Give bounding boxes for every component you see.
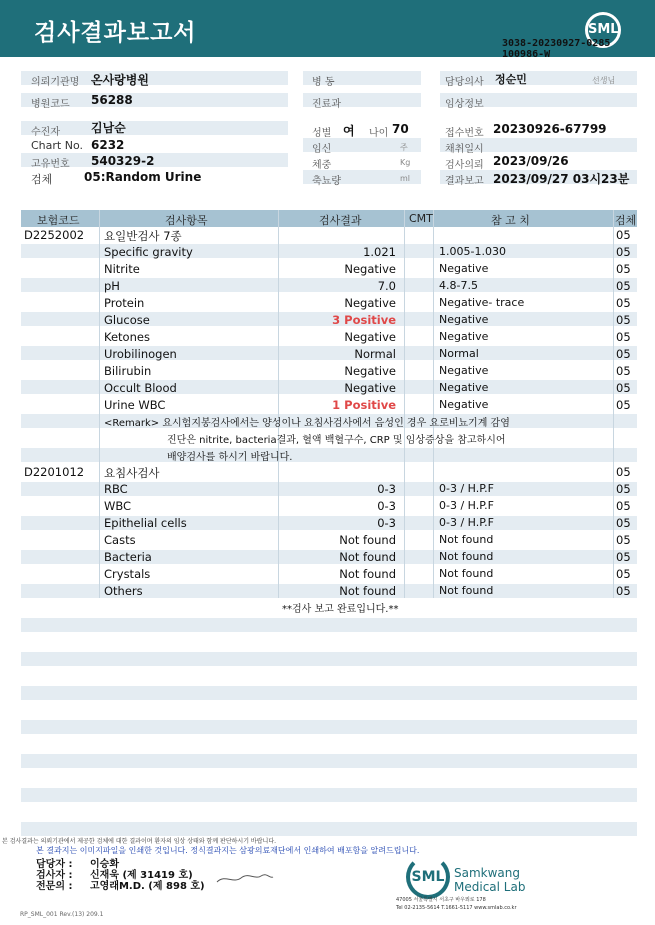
test-result: 1 Positive — [332, 398, 396, 412]
age-label: 나이 — [369, 128, 389, 139]
doctor-suffix: 선생님 — [592, 76, 616, 85]
test-name: Epithelial cells — [104, 516, 187, 530]
specimen-code: 05 — [616, 330, 631, 344]
test-result: 1.021 — [363, 245, 396, 259]
column-divider — [433, 210, 434, 598]
test-name: Casts — [104, 533, 136, 547]
specimen-code: 05 — [616, 262, 631, 276]
table-header — [21, 210, 637, 227]
reference-range: Normal — [439, 347, 479, 360]
request-label: 검사의뢰 — [445, 160, 484, 171]
test-result: Negative — [344, 296, 396, 310]
row-band — [21, 686, 637, 700]
age-value: 70 — [392, 122, 409, 136]
reference-range: 0-3 / H.P.F — [439, 516, 494, 529]
test-name: WBC — [104, 499, 132, 513]
specimen-code: 05 — [616, 550, 631, 564]
specimen-code: 05 — [616, 584, 631, 598]
reference-range: Negative — [439, 330, 489, 343]
company-phone: Tel 02-2135-5614 T.1661-5117 www.smlab.co.kr — [396, 905, 517, 911]
column-divider — [613, 210, 614, 598]
urine-unit: ml — [400, 174, 411, 183]
test-result: Normal — [354, 347, 396, 361]
specimen-code: 05 — [616, 313, 631, 327]
group1-code: D2252002 — [24, 228, 85, 242]
specimen-code: 05 — [616, 347, 631, 361]
test-name: Bacteria — [104, 550, 152, 564]
examiner-value: 신재욱 (제 31419 호) — [90, 870, 193, 881]
weight-label: 체중 — [312, 160, 332, 171]
column-divider — [404, 210, 405, 598]
specialist-value: 고영래M.D. (제 898 호) — [90, 881, 205, 892]
receipt-label: 접수번호 — [445, 128, 484, 139]
reference-range: Negative — [439, 381, 489, 394]
group1-name: 요일반검사 7종 — [104, 229, 182, 243]
specimen-code: 05 — [616, 482, 631, 496]
clinical-label: 임상정보 — [445, 99, 484, 110]
test-result: 7.0 — [377, 279, 396, 293]
collect-label: 채취일시 — [445, 144, 484, 155]
test-name: Bilirubin — [104, 364, 152, 378]
institution-value: 온사랑병원 — [91, 73, 149, 87]
test-name: Urine WBC — [104, 398, 166, 412]
row-band — [21, 652, 637, 666]
sex-value: 여 — [343, 124, 355, 138]
weight-unit: Kg — [400, 158, 411, 167]
signature-icon — [215, 870, 275, 886]
test-name: Specific gravity — [104, 245, 193, 259]
test-result: Not found — [339, 567, 396, 581]
specimen-code: 05 — [616, 245, 631, 259]
doctor-label: 담당의사 — [445, 77, 484, 88]
row-band — [21, 754, 637, 768]
specimen-code: 05 — [616, 364, 631, 378]
col-reference: 참 고 치 — [491, 214, 530, 227]
test-result: Not found — [339, 584, 396, 598]
ward-label: 병 동 — [312, 77, 335, 88]
id-value: 540329-2 — [91, 154, 155, 168]
footer-small-note: 본 검사결과는 의뢰기관에서 제공한 검체에 대한 결과이며 환자의 임상 상태와 함께 판단하시기 바랍니다. — [2, 838, 277, 845]
reference-range: 0-3 / H.P.F — [439, 499, 494, 512]
reference-range: 4.8-7.5 — [439, 279, 478, 292]
patient-label: 수진자 — [31, 127, 60, 138]
test-result: 3 Positive — [332, 313, 396, 327]
specimen-code: 05 — [616, 567, 631, 581]
chart-label: Chart No. — [31, 139, 83, 152]
reference-range: Not found — [439, 584, 494, 597]
row-band — [21, 448, 637, 462]
report-label: 결과보고 — [445, 176, 484, 187]
test-name: Glucose — [104, 313, 150, 327]
row-band — [21, 788, 637, 802]
sex-label: 성별 — [312, 128, 332, 139]
remark-line-2: 진단은 nitrite, bacteria결과, 혈액 백혈구수, CRP 및 임상증상을 참고하시어 — [167, 435, 506, 446]
doctor-value: 정순민 — [495, 73, 527, 86]
footer-image-note: 본 결과지는 이미지파일을 인쇄한 것입니다. 정식결과지는 삼광의료재단에서 인쇄하여 배포함을 알려드립니다. — [36, 846, 420, 855]
sml-logo-icon: SML — [406, 855, 450, 899]
chart-value: 6232 — [91, 138, 125, 152]
test-result: Negative — [344, 330, 396, 344]
column-divider — [99, 210, 100, 598]
group1-specimen: 05 — [616, 228, 631, 242]
hospital-code-value: 56288 — [91, 93, 133, 107]
reference-range: Not found — [439, 533, 494, 546]
group2-name: 요침사검사 — [104, 466, 160, 480]
reporter-value: 이승화 — [90, 859, 119, 870]
reference-range: 1.005-1.030 — [439, 245, 506, 258]
specimen-code: 05 — [616, 296, 631, 310]
pregnancy-label: 임신 — [312, 144, 332, 155]
specimen-code: 05 — [616, 516, 631, 530]
test-name: Others — [104, 584, 143, 598]
reference-range: Not found — [439, 550, 494, 563]
reference-range: Negative — [439, 262, 489, 275]
test-result: Negative — [344, 381, 396, 395]
test-name: Urobilinogen — [104, 347, 177, 361]
test-name: pH — [104, 279, 120, 293]
patient-value: 김남순 — [91, 121, 126, 135]
reference-range: Negative — [439, 364, 489, 377]
test-name: Protein — [104, 296, 145, 310]
sml-logo-icon: SML — [585, 12, 621, 48]
examiner-label: 검사자 : — [36, 870, 73, 881]
company-address: 47005 서울특별시 서초구 바우뫼로 178 — [396, 897, 486, 903]
col-specimen: 검체 — [615, 214, 637, 227]
form-number: RP_SML_001 Rev.(13) 209.1 — [20, 911, 104, 918]
test-name: Nitrite — [104, 262, 140, 276]
info-band — [21, 121, 288, 135]
reporter-label: 담당자 : — [36, 859, 73, 870]
test-result: Not found — [339, 533, 396, 547]
reference-range: 0-3 / H.P.F — [439, 482, 494, 495]
specimen-code: 05 — [616, 499, 631, 513]
test-result: Negative — [344, 364, 396, 378]
test-result: Negative — [344, 262, 396, 276]
urine-label: 축뇨량 — [312, 176, 341, 187]
specimen-code: 05 — [616, 533, 631, 547]
test-result: 0-3 — [377, 516, 396, 530]
group2-code: D2201012 — [24, 465, 85, 479]
hospital-code-label: 병원코드 — [31, 99, 70, 110]
report-title: 검사결과보고서 — [34, 20, 197, 46]
institution-label: 의뢰기관명 — [31, 77, 80, 88]
test-name: Ketones — [104, 330, 150, 344]
report-value: 2023/09/27 03시23분 — [493, 172, 630, 186]
request-value: 2023/09/26 — [493, 154, 569, 168]
row-band — [21, 822, 637, 836]
col-test-item: 검사항목 — [165, 214, 208, 227]
row-band — [21, 618, 637, 632]
reference-range: Not found — [439, 567, 494, 580]
test-name: RBC — [104, 482, 128, 496]
document-number: 3038-20230927-0285 100986-W — [502, 38, 611, 60]
col-result: 검사결과 — [319, 214, 362, 227]
reference-range: Negative — [439, 313, 489, 326]
pregnancy-unit: 주 — [400, 143, 408, 152]
id-label: 고유번호 — [31, 159, 70, 170]
company-name: Samkwang Medical Lab — [454, 866, 526, 894]
reference-range: Negative- trace — [439, 296, 525, 309]
remark-line-1: <Remark> 요시험지봉검사에서는 양성이나 요침사검사에서 음성인 경우 요로비뇨기계 감염 — [104, 418, 510, 429]
specialist-label: 전문의 : — [36, 881, 73, 892]
test-result: 0-3 — [377, 499, 396, 513]
test-name: Occult Blood — [104, 381, 177, 395]
specimen-code: 05 — [616, 398, 631, 412]
receipt-value: 20230926-67799 — [493, 122, 607, 136]
col-insurance-code: 보험코드 — [37, 214, 80, 227]
reference-range: Negative — [439, 398, 489, 411]
specimen-code: 05 — [616, 279, 631, 293]
remark-line-3: 배양검사를 하시기 바랍니다. — [167, 452, 293, 463]
test-result: 0-3 — [377, 482, 396, 496]
col-cmt: CMT — [409, 212, 433, 225]
test-result: Not found — [339, 550, 396, 564]
specimen-label: 검체 — [31, 173, 53, 186]
specimen-code: 05 — [616, 381, 631, 395]
specimen-value: 05:Random Urine — [84, 170, 202, 184]
group2-specimen: 05 — [616, 465, 631, 479]
dept-label: 진료과 — [312, 99, 341, 110]
row-band — [21, 720, 637, 734]
report-complete-text: **검사 보고 완료입니다.** — [282, 604, 399, 615]
test-name: Crystals — [104, 567, 151, 581]
